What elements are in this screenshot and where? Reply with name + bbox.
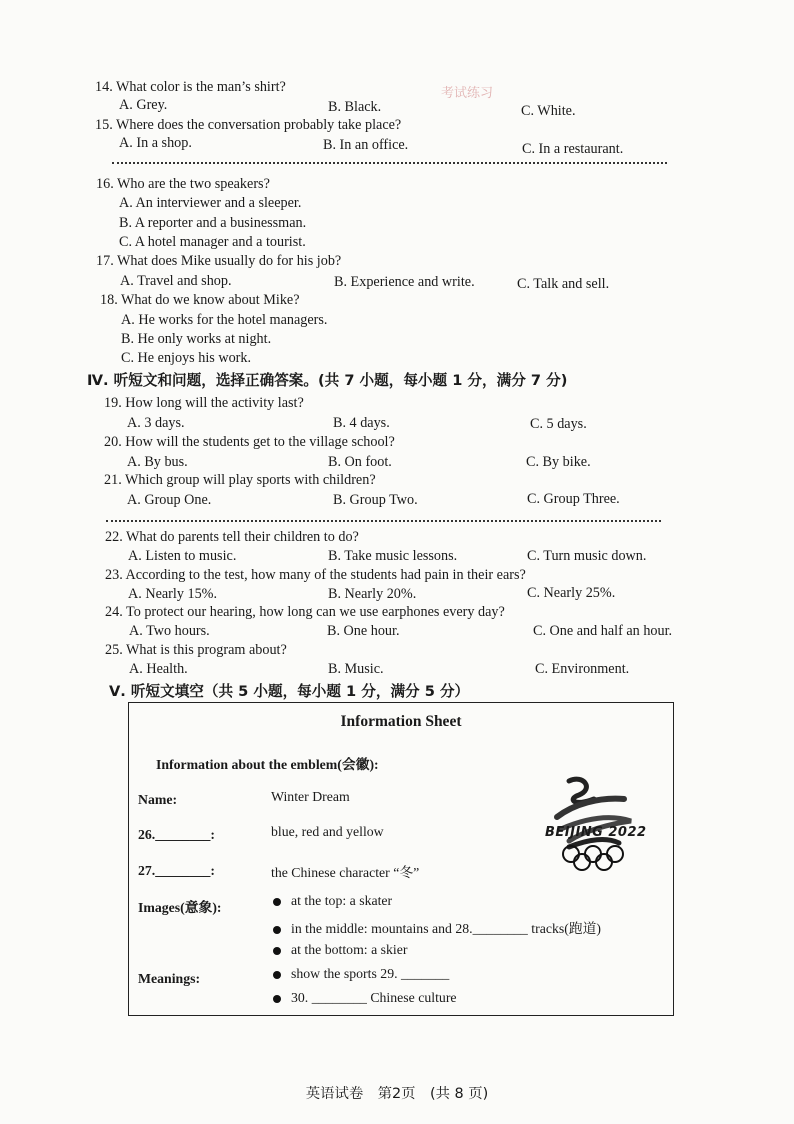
option: C. A hotel manager and a tourist. <box>119 234 306 250</box>
bullet-icon <box>273 947 281 955</box>
meanings-label: Meanings: <box>138 971 201 986</box>
option: A. Nearly 15%. <box>128 586 218 602</box>
question-stem: 25. What is this program about? <box>105 642 287 658</box>
option: A. Health. <box>129 661 188 677</box>
meaning-item: 30. ________ Chinese culture <box>273 990 457 1006</box>
option: A. Listen to music. <box>128 548 237 564</box>
meaning-item: show the sports 29. _______ <box>273 966 449 982</box>
question-stem: 23. According to the test, how many of the students had pain in their ears? <box>105 567 526 583</box>
question-stem: 19. How long will the activity last? <box>104 395 304 411</box>
option: B. Take music lessons. <box>328 548 458 564</box>
question-stem: 14. What color is the man’s shirt? <box>95 79 286 95</box>
option: C. Environment. <box>535 661 630 677</box>
option: C. By bike. <box>526 454 591 470</box>
bullet-icon <box>273 898 281 906</box>
information-sheet <box>128 702 674 1016</box>
header-stamp: 考试练习 <box>441 86 494 101</box>
bullet-icon <box>273 971 281 979</box>
option: A. In a shop. <box>119 135 192 151</box>
divider <box>106 520 661 522</box>
option: C. 5 days. <box>530 416 587 432</box>
emblem-text: BEIJING 2022 <box>545 825 647 840</box>
option: A. Group One. <box>127 492 212 508</box>
option: C. Group Three. <box>527 491 620 507</box>
option: C. He enjoys his work. <box>121 350 252 366</box>
option: C. Talk and sell. <box>517 276 610 292</box>
q27-label: 27.________: <box>138 863 216 878</box>
option: A. 3 days. <box>127 415 185 431</box>
option: C. Turn music down. <box>527 548 647 564</box>
page-footer: 英语试卷 第2页 (共 8 页) <box>305 1086 489 1102</box>
images-label: Images(意象): <box>138 900 222 915</box>
option: A. Grey. <box>119 97 168 113</box>
option: B. Nearly 20%. <box>328 586 417 602</box>
option: C. White. <box>521 103 576 119</box>
option: B. 4 days. <box>333 415 390 431</box>
option: C. In a restaurant. <box>522 141 624 157</box>
question-stem: 17. What does Mike usually do for his job? <box>96 253 342 269</box>
name-value: Winter Dream <box>271 789 350 804</box>
image-item: at the top: a skater <box>273 893 392 909</box>
option: A. Travel and shop. <box>120 273 232 289</box>
section-heading: Ⅴ. 听短文填空（共 5 小题，每小题 1 分，满分 5 分） <box>109 683 470 700</box>
option: B. In an office. <box>323 137 409 153</box>
question-stem: 18. What do we know about Mike? <box>100 292 300 308</box>
bullet-icon <box>273 995 281 1003</box>
option: B. A reporter and a businessman. <box>119 215 307 231</box>
question-stem: 15. Where does the conversation probably take place? <box>95 117 402 133</box>
sheet-title: Information Sheet <box>340 713 462 730</box>
option: B. Black. <box>328 99 382 115</box>
question-stem: 21. Which group will play sports with children? <box>104 472 376 488</box>
option: A. He works for the hotel managers. <box>121 312 328 328</box>
question-stem: 22. What do parents tell their children to do? <box>105 529 359 545</box>
bullet-icon <box>273 926 281 934</box>
option: B. One hour. <box>327 623 400 639</box>
divider <box>112 162 667 164</box>
q26-value: blue, red and yellow <box>271 824 384 839</box>
q26-label: 26.________: <box>138 827 216 842</box>
q27-value: the Chinese character “冬” <box>271 865 420 880</box>
option: C. Nearly 25%. <box>527 585 616 601</box>
question-stem: 24. To protect our hearing, how long can we use earphones every day? <box>105 604 505 620</box>
image-item: in the middle: mountains and 28.________ tracks(跑道) <box>273 917 601 937</box>
option: B. On foot. <box>328 454 392 470</box>
question-stem: 20. How will the students get to the village school? <box>104 434 395 450</box>
option: A. By bus. <box>127 454 188 470</box>
option: C. One and half an hour. <box>533 623 673 639</box>
question-stem: 16. Who are the two speakers? <box>96 176 270 192</box>
option: B. Music. <box>328 661 384 677</box>
option: B. He only works at night. <box>121 331 272 347</box>
image-item: at the bottom: a skier <box>273 942 407 958</box>
sheet-subtitle: Information about the emblem(会徽): <box>156 757 379 772</box>
olympic-rings-icon <box>561 844 625 879</box>
option: A. An interviewer and a sleeper. <box>119 195 302 211</box>
option: B. Experience and write. <box>334 274 475 290</box>
name-label: Name: <box>138 792 178 807</box>
option: B. Group Two. <box>333 492 418 508</box>
section-heading: Ⅳ. 听短文和问题，选择正确答案。(共 7 小题，每小题 1 分，满分 7 分) <box>87 372 568 389</box>
option: A. Two hours. <box>129 623 210 639</box>
